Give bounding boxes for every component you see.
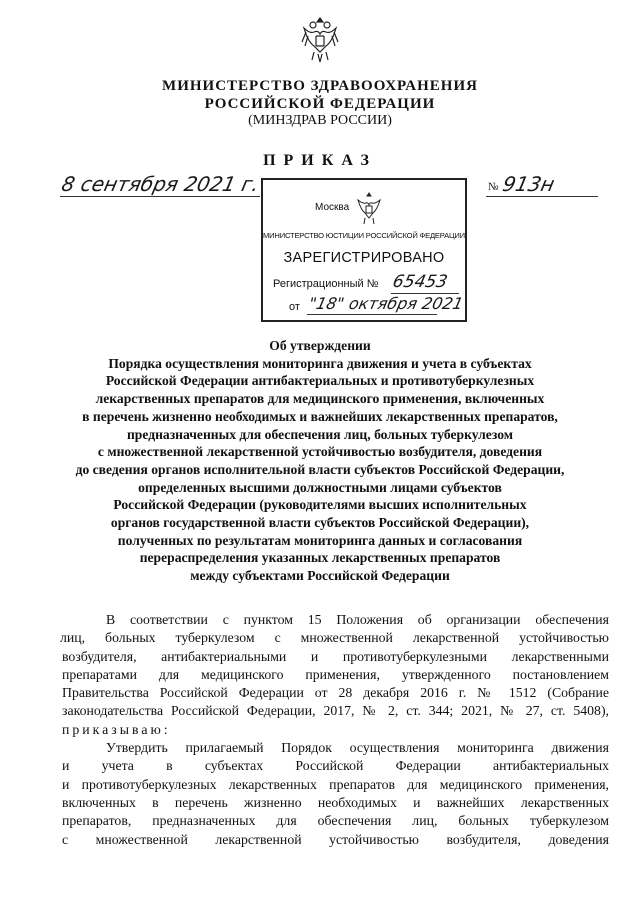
body-line: препаратами для медицинского применения, утвержденного постановлением [62,666,609,682]
stamp-date-underline [307,314,437,315]
ministry-name-line2: РОССИЙСКОЙ ФЕДЕРАЦИИ [204,96,436,112]
body-line: с множественной лекарственной устойчивостью возбудителя, доведения [62,831,609,847]
subject-line: между субъектами Российской Федерации [190,568,450,584]
subject-line: с множественной лекарственной устойчивостью возбудителя, доведения [97,444,543,460]
stamp-emblem-icon [355,190,383,226]
order-number-handwritten: 913н [500,172,557,196]
coat-of-arms-emblem [300,12,340,64]
body-line: препаратов, предназначенных для обеспечения лиц, больных туберкулезом [62,813,609,829]
stamp-date-handwritten: "18" октября 2021 [306,294,466,313]
body-line: В соответствии с пунктом 15 Положения об организации обеспечения [106,612,609,627]
ministry-name-line1: МИНИСТЕРСТВО ЗДРАВООХРАНЕНИЯ [162,78,478,94]
stamp-reg-number-label: Регистрационный № [273,278,379,290]
subject-line: органов государственной власти субъектов Российской Федерации), [110,515,530,531]
ministry-short-name: (МИНЗДРАВ РОССИИ) [248,113,392,128]
order-subject-heading [40,337,600,585]
registration-stamp [261,178,467,322]
subject-line: перераспределения указанных лекарственных препаратов [139,550,501,566]
body-line: включенных в перечень жизненно необходимых и важнейших лекарственных [62,794,609,810]
subject-line: полученных по результатам мониторинга данных и согласования [117,532,523,548]
subject-line: в перечень жизненно необходимых и важнейших лекарственных препаратов, [82,408,558,424]
subject-line: до сведения органов исполнительной власти субъектов Российской Федерации, [75,461,565,477]
date-underline [60,196,260,197]
body-line: и противотуберкулезных лекарственных препаратов для медицинского применения, [62,776,609,792]
subject-line: предназначенных для обеспечения лиц, больных туберкулезом [126,426,514,442]
subject-line: определенных высшими должностными лицами субъектов [138,479,502,495]
body-line-order-verb: приказываю: [62,721,171,737]
subject-line: лекарственных препаратов для медицинского применения, включенных [95,391,545,407]
subject-line: Об утверждении [269,338,371,353]
body-line: возбудителя, антибактериальными и противотуберкулезными лекарственными [62,648,609,664]
order-body-text [62,611,609,849]
body-line: законодательства Российской Федерации, 2017, № 2, ст. 344; 2021, № 27, ст. 5408), [62,703,609,719]
stamp-organization: МИНИСТЕРСТВО ЮСТИЦИИ РОССИЙСКОЙ ФЕДЕРАЦИИ [263,231,465,240]
number-underline [486,196,598,197]
subject-line: Российской Федерации антибактериальных и противотуберкулезных [105,373,535,389]
order-number-prefix: № [488,181,499,193]
body-line: лиц, больных туберкулезом с множественной лекарственной устойчивостью [60,630,609,646]
body-line: Правительства Российской Федерации от 28 декабря 2016 г. № 1512 (Собрание [62,685,609,701]
stamp-reg-number-handwritten: 65453 [390,272,450,292]
stamp-status: ЗАРЕГИСТРИРОВАНО [283,250,445,266]
stamp-date-label: от [289,301,300,313]
document-title: ПРИКАЗ [263,152,377,169]
order-date-handwritten: 8 сентября 2021 г. [59,172,262,196]
stamp-city: Москва [315,202,350,213]
subject-line: Порядка осуществления мониторинга движения и учета в субъектах [108,355,532,371]
body-line: Утвердить прилагаемый Порядок осуществления мониторинга движения [106,740,609,756]
subject-line: Российской Федерации (руководителями высших исполнительных [113,497,527,513]
body-line: и учета в субъектах Российской Федерации антибактериальных [62,758,609,774]
